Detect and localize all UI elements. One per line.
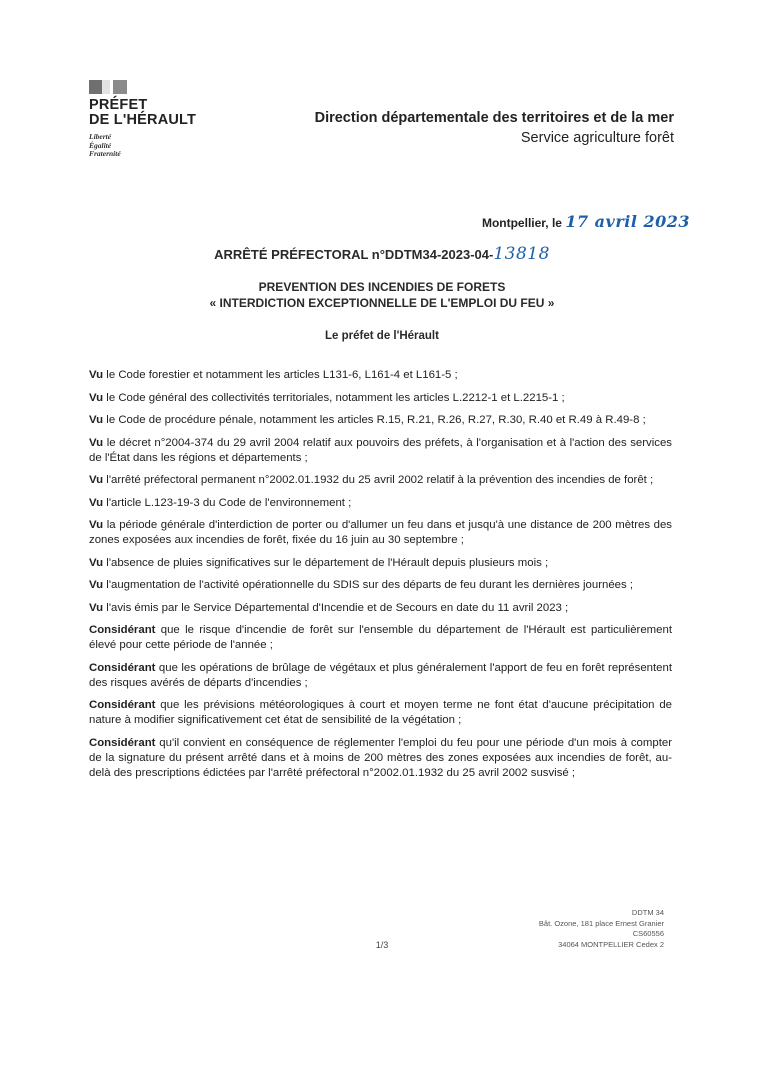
address-line: DDTM 34: [631, 908, 664, 917]
paragraph-keyword: Vu: [89, 369, 104, 381]
handwritten-date: 17 avril 2023: [565, 212, 690, 231]
paragraph: [89, 518, 672, 548]
date-line: [482, 212, 690, 231]
paragraph-keyword: Considérant: [89, 661, 156, 674]
paragraph-text: l'absence de pluies significatives sur le département de l'Hérault depuis plusieurs mois ;: [103, 556, 549, 569]
address-line: Bât. Ozone, 181 place Ernest Granier: [538, 918, 664, 928]
motto-fraternite: Fraternité: [89, 149, 121, 158]
prefecture-logo: [89, 80, 209, 159]
paragraph-keyword: Considérant: [89, 699, 156, 711]
paragraph-text: que les opérations de brûlage de végétaux et plus généralement l'apport de feu en forêt représentent des risques avérés de départs d'incendies ;: [89, 661, 672, 689]
decree-body: [89, 368, 672, 788]
prefet-line-1: PRÉFET: [89, 97, 148, 113]
paragraph-text: l'avis émis par le Service Départemental d'Incendie et de Secours en date du 11 avril 2023 ;: [103, 601, 569, 614]
decree-author: Le préfet de l'Hérault: [325, 330, 439, 342]
paragraph: [89, 391, 672, 406]
paragraph-text: que le risque d'incendie de forêt sur l'ensemble du département de l'Hérault est particulièrement élevé pour cette période de l'année ;: [89, 624, 672, 651]
direction-name: Direction départementale des territoires et de la mer: [314, 110, 674, 126]
motto-liberte: Liberté: [89, 132, 112, 141]
paragraph: [89, 556, 672, 571]
handwritten-decree-number: 13818: [493, 244, 550, 264]
paragraph: [89, 698, 672, 728]
title-line-2: « INTERDICTION EXCEPTIONNELLE DE L'EMPLOI DU FEU »: [209, 296, 555, 310]
republic-motto: [89, 133, 209, 159]
paragraph-text: l'article L.123-19-3 du Code de l'environnement ;: [103, 496, 352, 509]
decree-number: [0, 244, 764, 264]
paragraph-text: le Code général des collectivités territoriales, notamment les articles L.2212-1 et L.2215-1 ;: [103, 391, 565, 404]
paragraph: [89, 368, 672, 383]
paragraph-keyword: Vu: [89, 496, 104, 509]
service-name: Service agriculture forêt: [520, 130, 674, 146]
paragraph-text: le Code forestier et notamment les articles L131-6, L161-4 et L161-5 ;: [103, 369, 458, 381]
paragraph-keyword: Vu: [89, 579, 104, 591]
date-prefix: Montpellier, le: [481, 216, 562, 230]
paragraph: [89, 578, 672, 593]
title-line-1: PREVENTION DES INCENDIES DE FORETS: [258, 280, 506, 294]
prefet-line-2: DE L'HÉRAULT: [89, 112, 197, 128]
decree-label: ARRÊTÉ PRÉFECTORAL n°DDTM34-2023-04-: [214, 247, 494, 262]
paragraph-text: que les prévisions météorologiques à court et moyen terme ne font état d'aucune précipitation de nature à modifier significativement cet état de sensibilité de la végétation ;: [89, 699, 672, 726]
paragraph-text: le décret n°2004-374 du 29 avril 2004 relatif aux pouvoirs des préfets, à l'organisation et à l'action des services de l'État dans les régions et départements ;: [89, 436, 672, 464]
paragraph: [89, 736, 672, 781]
paragraph-keyword: Vu: [89, 474, 104, 486]
paragraph: [89, 413, 672, 428]
motto-egalite: Égalité: [89, 140, 112, 150]
paragraph: [89, 623, 672, 653]
issuing-department: [315, 109, 674, 149]
paragraph-keyword: Vu: [89, 556, 104, 569]
paragraph: [89, 473, 672, 488]
paragraph-keyword: Vu: [89, 436, 104, 449]
address-line: 34064 MONTPELLIER Cedex 2: [558, 939, 664, 949]
paragraph-keyword: Vu: [89, 391, 104, 404]
address-line: CS60556: [632, 929, 664, 938]
marianne-flag-icon: [89, 80, 129, 94]
paragraph-text: la période générale d'interdiction de porter ou d'allumer un feu dans et jusqu'à une distance de 200 mètres des zones exposées aux incendies de forêt, fixée du 16 juin au 30 septembre ;: [89, 519, 672, 546]
paragraph-keyword: Vu: [89, 519, 104, 531]
paragraph: [89, 601, 672, 616]
page-number: 1/3: [375, 940, 389, 950]
paragraph-text: l'augmentation de l'activité opérationnelle du SDIS sur des départs de feu durant les dernières journées ;: [103, 579, 634, 591]
paragraph: [89, 436, 672, 466]
paragraph: [89, 661, 672, 691]
paragraph-keyword: Vu: [89, 601, 104, 614]
paragraph-text: le Code de procédure pénale, notamment les articles R.15, R.21, R.26, R.27, R.30, R.40 et R.49 à R.49-8 ;: [103, 414, 646, 426]
decree-title: [0, 279, 764, 311]
paragraph-keyword: Considérant: [89, 624, 156, 636]
paragraph-text: l'arrêté préfectoral permanent n°2002.01.1932 du 25 avril 2002 relatif à la prévention des incendies de forêt ;: [103, 474, 654, 486]
paragraph-keyword: Vu: [89, 414, 104, 426]
paragraph-keyword: Considérant: [89, 736, 156, 749]
paragraph: [89, 496, 672, 511]
paragraph-text: qu'il convient en conséquence de réglementer l'emploi du feu pour une période d'un mois à compter de la signature du présent arrêté dans et à moins de 200 mètres des zones exposées aux incendies de forêt, au-delà des prescriptions édictées par l'arrêté préfectoral n°2002.01.1932 du 25 avril 2002 susvisé ;: [89, 736, 672, 779]
